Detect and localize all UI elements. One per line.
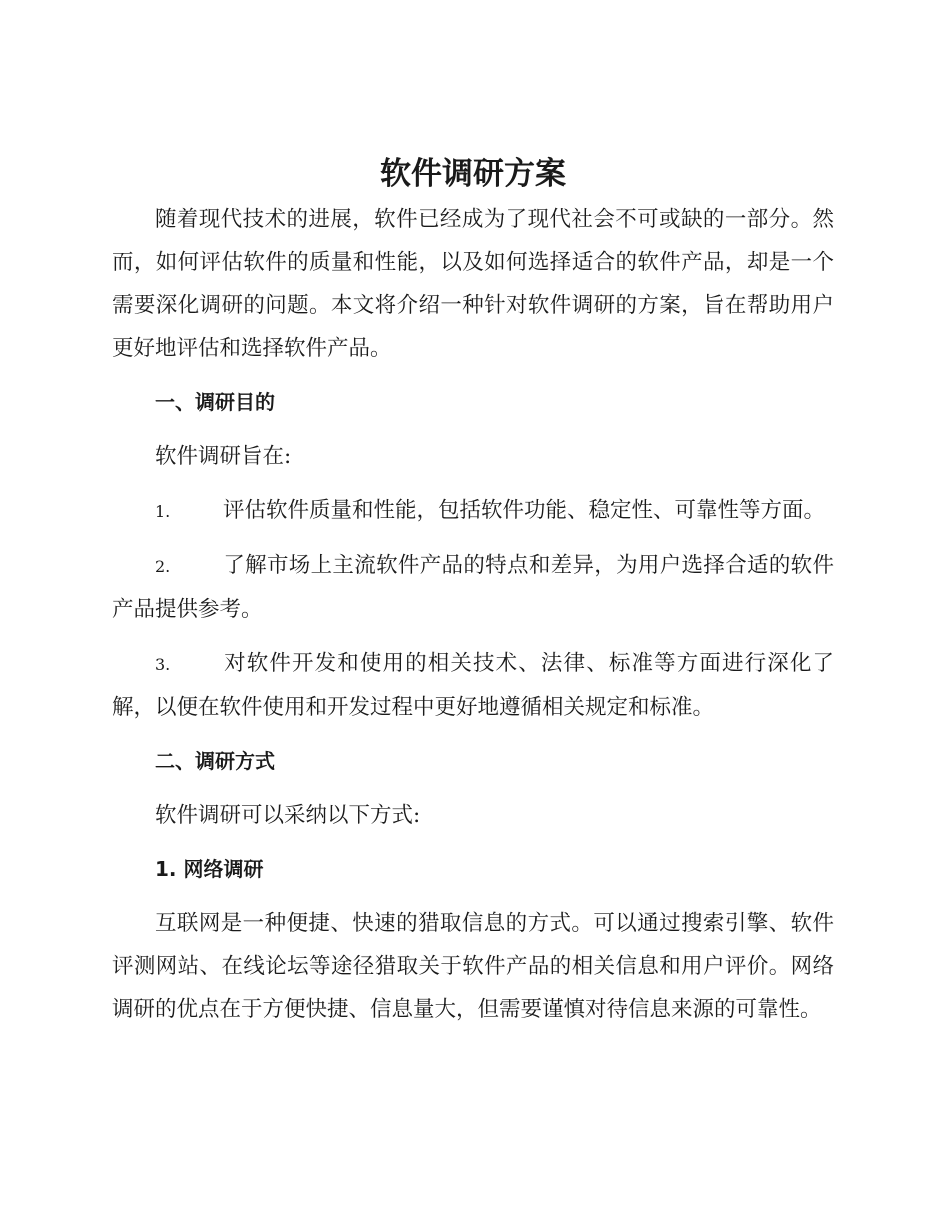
section-heading-purpose: 一、调研目的 — [155, 390, 275, 414]
list-item-number: 1. — [155, 502, 171, 521]
list-item-text: 对软件开发和使用的相关技术、法律、标准等方面进行深化了解，以便在软件使用和开发过程中更好地遵循相关规定和标准。 — [112, 651, 834, 720]
list-item — [112, 544, 834, 631]
list-item-text: 评估软件质量和性能，包括软件功能、稳定性、可靠性等方面。 — [223, 498, 826, 523]
document-title: 软件调研方案 — [380, 156, 566, 192]
methods-lead-text: 软件调研可以采纳以下方式: — [155, 803, 421, 828]
list-item — [112, 642, 834, 729]
list-item-number: 3. — [155, 655, 171, 674]
section-heading-methods: 二、调研方式 — [155, 749, 275, 773]
list-item-number: 2. — [155, 557, 171, 576]
document-body — [112, 150, 834, 1031]
list-item — [112, 489, 834, 533]
purpose-lead-text: 软件调研旨在: — [155, 444, 292, 469]
intro-paragraph: 随着现代技术的进展，软件已经成为了现代社会不可或缺的一部分。然而，如何评估软件的质量和性能，以及如何选择适合的软件产品，却是一个需要深化调研的问题。本文将介绍一种针对软件调研的方案，旨在帮助用户更好地评估和选择软件产品。 — [112, 207, 834, 361]
web-research-paragraph: 互联网是一种便捷、快速的猎取信息的方式。可以通过搜索引擎、软件评测网站、在线论坛等途径猎取关于软件产品的相关信息和用户评价。网络调研的优点在于方便快捷、信息量大，但需要谨慎对待信息来源的可靠性。 — [112, 911, 834, 1022]
subsection-heading-web-research: 1. 网络调研 — [155, 857, 264, 881]
list-item-text: 了解市场上主流软件产品的特点和差异，为用户选择合适的软件产品提供参考。 — [112, 553, 834, 622]
